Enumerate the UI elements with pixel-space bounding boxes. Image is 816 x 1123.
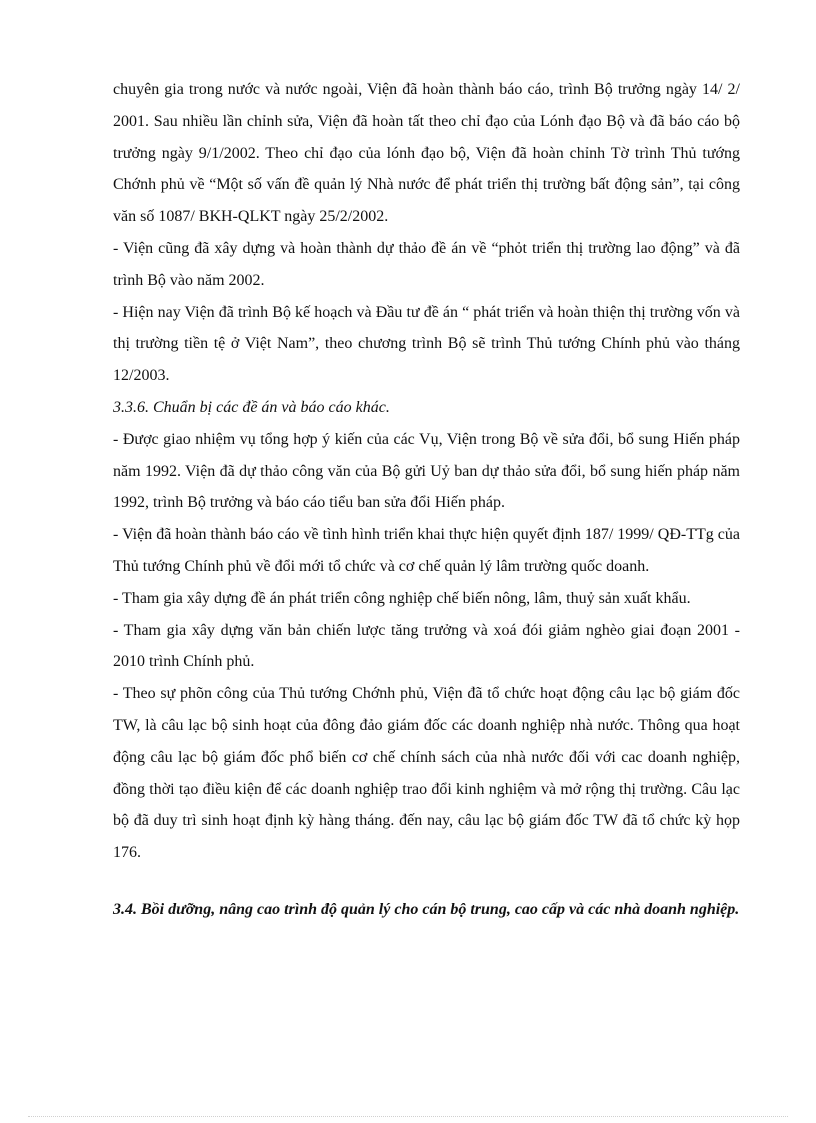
document-page [113,74,740,926]
section-heading-3-3-6: 3.3.6. Chuẩn bị các đề án và báo cáo khác. [113,398,390,416]
paragraph-processing-industry: - Tham gia xây dựng đề án phát triển công nghiệp chế biến nông, lâm, thuỷ sản xuất khẩu. [113,589,691,607]
paragraph-constitution: - Được giao nhiệm vụ tổng hợp ý kiến của các Vụ, Viện trong Bộ về sửa đổi, bổ sung Hiến pháp năm 1992. Viện đã dự thảo công văn của Bộ gửi Uỷ ban dự thảo sửa đổi, bổ sung hiến pháp năm 1992, trình Bộ trưởng và báo cáo tiểu ban sửa đổi Hiến pháp. [113,430,740,512]
paragraph-growth-strategy: - Tham gia xây dựng văn bản chiến lược tăng trưởng và xoá đói giảm nghèo giai đoạn 2001 - 2010 trình Chính phủ. [113,621,740,671]
page-bottom-divider [28,1116,788,1117]
paragraph-forestry-report: - Viện đã hoàn thành báo cáo về tình hình triển khai thực hiện quyết định 187/ 1999/ QĐ-TTg của Thủ tướng Chính phủ về đổi mới tổ chức và cơ chế quản lý lâm trường quốc doanh. [113,526,740,575]
paragraph-capital-market: - Hiện nay Viện đã trình Bộ kế hoạch và Đầu tư đề án “ phát triển và hoàn thiện thị trường vốn và thị trường tiền tệ ở Việt Nam”, theo chương trình Bộ sẽ trình Thủ tướng Chính phủ vào tháng 12/2003. [113,303,740,385]
paragraph-report-completion: chuyên gia trong nước và nước ngoài, Viện đã hoàn thành báo cáo, trình Bộ trưởng ngày 14/ 2/ 2001. Sau nhiều lần chỉnh sửa, Viện đã hoàn tất theo chỉ đạo của Lónh đạo Bộ và đã báo cáo bộ trưởng ngày 9/1/2002. Theo chỉ đạo của lónh đạo bộ, Viện đã hoàn chỉnh Tờ trình Thủ tướng Chớnh phủ về “Một số vấn đề quản lý Nhà nước để phát triển thị trường bất động sản”, tại công văn số 1087/ BKH-QLKT ngày 25/2/2002. [113,81,740,226]
paragraph-labor-market: - Viện cũng đã xây dựng và hoàn thành dự thảo đề án về “phỏt triển thị trường lao động” và đã trình Bộ vào năm 2002. [113,239,740,289]
section-heading-3-4: 3.4. Bồi dưỡng, nâng cao trình độ quản lý cho cán bộ trung, cao cấp và các nhà doanh nghiệp. [113,900,740,918]
paragraph-directors-club: - Theo sự phõn công của Thủ tướng Chớnh phủ, Viện đã tổ chức hoạt động câu lạc bộ giám đốc TW, là câu lạc bộ sinh hoạt của đông đảo giám đốc các doanh nghiệp nhà nước. Thông qua hoạt động câu lạc bộ giám đốc phổ biến cơ chế chính sách của nhà nước đối với cac doanh nghiệp, đồng thời tạo điều kiện để các doanh nghiệp trao đổi kinh nghiệm và mở rộng thị trường. Câu lạc bộ đã duy trì sinh hoạt định kỳ hàng tháng. đến nay, câu lạc bộ giám đốc TW đã tổ chức kỳ họp 176. [113,685,740,862]
